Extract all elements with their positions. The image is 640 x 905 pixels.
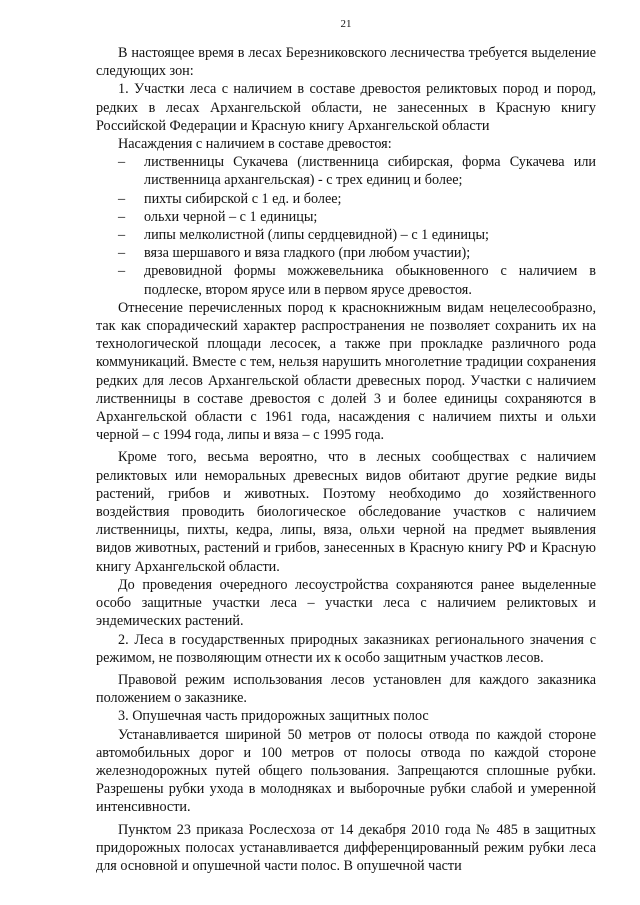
list-item [96, 153, 596, 189]
list-dash: – [118, 190, 126, 207]
species-list [96, 153, 596, 299]
list-dash: – [118, 208, 126, 225]
composition-heading: Насаждения с наличием в составе древостоя: [118, 136, 392, 153]
body-paragraph: Отнесение перечисленных пород к краснокнижным видам нецелесообразно, так как спорадический характер распространения не позволяет сохранить их на технологической площади лесосек, а также при прокладке различного рода коммуникаций. Вместе с тем, нельзя нарушить многолетние традиции сохранения редких для лесов Архангельской области древесных пород. Участки с наличием лиственницы в составе древостоя с долей 3 и более единицы сохраняются в Архангельской области с 1961 года, насаждения с наличием пихты и ольхи черной – с 1994 года, липы и вяза – с 1995 года. [96, 299, 596, 444]
body-paragraph: До проведения очередного лесоустройства сохраняются ранее выделенные особо защитные участки леса – участки леса с наличием реликтовых и эндемических растений. [96, 576, 596, 630]
list-item [96, 226, 596, 244]
list-dash: – [118, 227, 126, 244]
intro-paragraph: В настоящее время в лесах Березниковского лесничества требуется выделение следующих зон: [96, 45, 596, 80]
list-item [96, 244, 596, 262]
zone-3-heading: 3. Опушечная часть придорожных защитных полос [118, 708, 429, 725]
body-paragraph: Пунктом 23 приказа Рослесхоза от 14 декабря 2010 года № 485 в защитных придорожных полосах устанавливается дифференцированный режим рубки леса для основной и опушечной части полос. В опушечной части [96, 821, 596, 874]
list-dash: – [118, 263, 126, 280]
list-item [96, 190, 596, 208]
list-item-text: ольхи черной – с 1 единицы; [144, 208, 318, 225]
list-item [96, 208, 596, 226]
body-paragraph: Устанавливается шириной 50 метров от полосы отвода по каждой стороне автомобильных дорог и 100 метров от полосы отвода по каждой стороне железнодорожных путей общего пользования. Запрещаются сплошные рубки. Разрешены рубки ухода в молодняках и выборочные рубки слабой и умеренной интенсивности. [96, 726, 596, 816]
zone-2-heading: 2. Леса в государственных природных заказниках регионального значения с режимом, не позволяющим отнести их к особо защитным участков лесов. [96, 631, 596, 666]
zone-1-heading: 1. Участки леса с наличием в составе древостоя реликтовых пород и пород, редких в лесах Архангельской области, не занесенных в Красную книгу Российской Федерации и Красную книгу Архангельской области [96, 81, 596, 134]
list-dash: – [118, 245, 126, 262]
list-item-text: древовидной формы можжевельника обыкновенного с наличием в подлеске, втором ярусе или в первом ярусе древостоя. [144, 263, 596, 298]
list-item-text: пихты сибирской с 1 ед. и более; [144, 190, 342, 207]
list-dash: – [118, 154, 126, 171]
body-paragraph: Кроме того, весьма вероятно, что в лесных сообществах с наличием реликтовых или неморальных древесных видов обитают другие редкие виды растений, грибов и животных. Поэтому необходимо до хозяйственного воздействия проводить биологическое обследование участков с наличием лиственницы, пихты, кедра, липы, вяза, ольхи черной на предмет выявления видов животных, растений и грибов, занесенных в Красную книгу РФ и Красную книгу Архангельской области. [96, 449, 596, 575]
body-paragraph: Правовой режим использования лесов установлен для каждого заказника положением о заказнике. [96, 671, 596, 707]
list-item [96, 262, 596, 298]
list-item-text: вяза шершавого и вяза гладкого (при любом участии); [144, 245, 471, 262]
list-item-text: лиственницы Сукачева (лиственница сибирская, форма Сукачева или лиственница архангельская) - с трех единиц и более; [144, 154, 596, 189]
page-number: 21 [340, 18, 352, 30]
list-item-text: липы мелколистной (липы сердцевидной) – с 1 единицы; [144, 227, 489, 244]
